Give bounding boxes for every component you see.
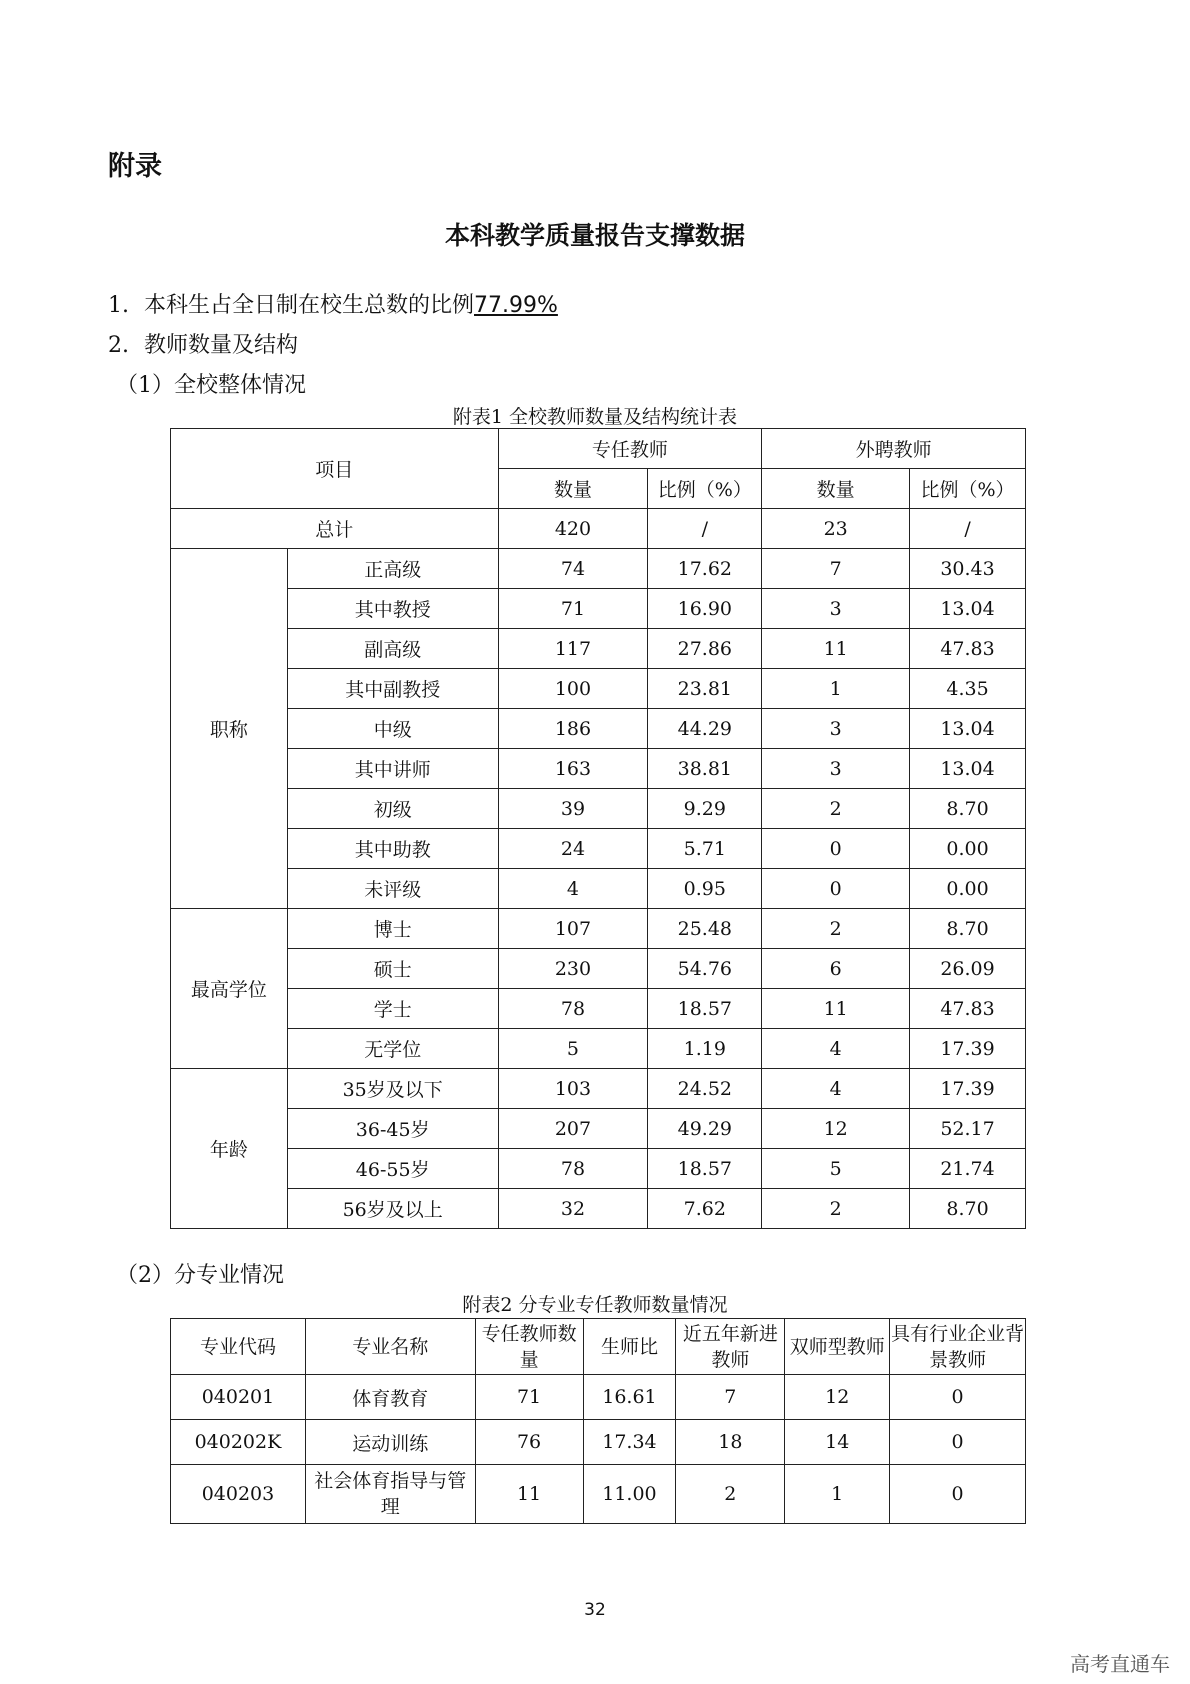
group-label: 年龄 bbox=[171, 1069, 288, 1229]
table-header-row bbox=[171, 429, 1026, 469]
table-row bbox=[171, 949, 1026, 989]
table-row bbox=[171, 869, 1026, 909]
group-label: 最高学位 bbox=[171, 909, 288, 1069]
header-fulltime: 专任教师 bbox=[498, 429, 762, 469]
cell: 17.39 bbox=[910, 1029, 1026, 1069]
table-row bbox=[171, 1375, 1026, 1420]
cell: 54.76 bbox=[648, 949, 762, 989]
watermark: 高考直通车 bbox=[1070, 1652, 1170, 1676]
cell: 3 bbox=[762, 589, 910, 629]
page-number: 32 bbox=[584, 1600, 606, 1620]
cell: 11 bbox=[762, 629, 910, 669]
cell: 1 bbox=[785, 1465, 890, 1524]
row-label: 其中副教授 bbox=[287, 669, 498, 709]
header-industry-background: 具有行业企业背景教师 bbox=[890, 1319, 1026, 1375]
cell: 24 bbox=[498, 829, 648, 869]
cell: 040202K bbox=[171, 1420, 306, 1465]
cell: 13.04 bbox=[910, 709, 1026, 749]
cell: 107 bbox=[498, 909, 648, 949]
cell: 52.17 bbox=[910, 1109, 1026, 1149]
header-count: 数量 bbox=[498, 469, 648, 509]
list-item-undergrad-ratio bbox=[108, 288, 558, 319]
list-item-teacher-structure bbox=[108, 328, 298, 359]
row-label: 副高级 bbox=[287, 629, 498, 669]
table-row bbox=[171, 1420, 1026, 1465]
row-label: 其中教授 bbox=[287, 589, 498, 629]
cell: 7.62 bbox=[648, 1189, 762, 1229]
table-row bbox=[171, 709, 1026, 749]
cell: 0 bbox=[762, 829, 910, 869]
cell: 27.86 bbox=[648, 629, 762, 669]
section-heading-by-major: （2）分专业情况 bbox=[116, 1263, 284, 1288]
list-text: 本科生占全日制在校生总数的比例 bbox=[144, 293, 475, 318]
row-label: 学士 bbox=[287, 989, 498, 1029]
cell: 17.62 bbox=[648, 549, 762, 589]
cell: 17.39 bbox=[910, 1069, 1026, 1109]
row-label: 初级 bbox=[287, 789, 498, 829]
row-label: 硕士 bbox=[287, 949, 498, 989]
table-row bbox=[171, 1189, 1026, 1229]
header-count: 数量 bbox=[762, 469, 910, 509]
table-row bbox=[171, 829, 1026, 869]
header-major-name: 专业名称 bbox=[305, 1319, 475, 1375]
cell: 420 bbox=[498, 509, 648, 549]
cell: 0 bbox=[762, 869, 910, 909]
cell: 0 bbox=[890, 1420, 1026, 1465]
cell: 8.70 bbox=[910, 909, 1026, 949]
cell: 12 bbox=[785, 1375, 890, 1420]
cell: / bbox=[910, 509, 1026, 549]
row-label: 正高级 bbox=[287, 549, 498, 589]
table-row bbox=[171, 1149, 1026, 1189]
cell: 4 bbox=[762, 1069, 910, 1109]
row-label: 56岁及以上 bbox=[287, 1189, 498, 1229]
table-header-row bbox=[171, 1319, 1026, 1375]
cell: 7 bbox=[676, 1375, 785, 1420]
row-label: 46-55岁 bbox=[287, 1149, 498, 1189]
cell: 49.29 bbox=[648, 1109, 762, 1149]
table-row-total bbox=[171, 509, 1026, 549]
row-label: 无学位 bbox=[287, 1029, 498, 1069]
cell: 3 bbox=[762, 749, 910, 789]
cell: 47.83 bbox=[910, 989, 1026, 1029]
section-heading-whole-school: （1）全校整体情况 bbox=[116, 373, 306, 398]
row-label: 博士 bbox=[287, 909, 498, 949]
cell: 11.00 bbox=[583, 1465, 676, 1524]
cell: 13.04 bbox=[910, 589, 1026, 629]
cell: 163 bbox=[498, 749, 648, 789]
table-row bbox=[171, 669, 1026, 709]
cell: 0.00 bbox=[910, 869, 1026, 909]
cell: 207 bbox=[498, 1109, 648, 1149]
cell: 运动训练 bbox=[305, 1420, 475, 1465]
cell: 100 bbox=[498, 669, 648, 709]
cell: 12 bbox=[762, 1109, 910, 1149]
row-label: 其中助教 bbox=[287, 829, 498, 869]
cell: 11 bbox=[475, 1465, 583, 1524]
header-dual-qualified: 双师型教师 bbox=[785, 1319, 890, 1375]
cell: 39 bbox=[498, 789, 648, 829]
appendix-heading: 附录 bbox=[108, 151, 162, 182]
cell: 0 bbox=[890, 1465, 1026, 1524]
major-teacher-table bbox=[170, 1318, 1026, 1524]
cell: 2 bbox=[762, 909, 910, 949]
cell: 040201 bbox=[171, 1375, 306, 1420]
cell: 32 bbox=[498, 1189, 648, 1229]
cell: 2 bbox=[676, 1465, 785, 1524]
table-row bbox=[171, 629, 1026, 669]
row-label: 其中讲师 bbox=[287, 749, 498, 789]
cell: 2 bbox=[762, 1189, 910, 1229]
cell: 社会体育指导与管理 bbox=[305, 1465, 475, 1524]
cell: 76 bbox=[475, 1420, 583, 1465]
cell: 186 bbox=[498, 709, 648, 749]
cell: 71 bbox=[498, 589, 648, 629]
table-row bbox=[171, 749, 1026, 789]
cell: 17.34 bbox=[583, 1420, 676, 1465]
cell: 78 bbox=[498, 989, 648, 1029]
cell: 7 bbox=[762, 549, 910, 589]
cell: 0.00 bbox=[910, 829, 1026, 869]
cell: 3 bbox=[762, 709, 910, 749]
cell: 体育教育 bbox=[305, 1375, 475, 1420]
ratio-value: 77.99% bbox=[474, 293, 558, 318]
cell: 2 bbox=[762, 789, 910, 829]
cell: 47.83 bbox=[910, 629, 1026, 669]
cell: 44.29 bbox=[648, 709, 762, 749]
header-item: 项目 bbox=[171, 429, 499, 509]
table1-caption: 附表1 全校教师数量及结构统计表 bbox=[452, 406, 738, 428]
cell: 5.71 bbox=[648, 829, 762, 869]
cell: 23 bbox=[762, 509, 910, 549]
header-student-teacher-ratio: 生师比 bbox=[583, 1319, 676, 1375]
table-row bbox=[171, 589, 1026, 629]
cell: 5 bbox=[762, 1149, 910, 1189]
cell: 25.48 bbox=[648, 909, 762, 949]
cell: 16.61 bbox=[583, 1375, 676, 1420]
cell: 78 bbox=[498, 1149, 648, 1189]
table-row bbox=[171, 989, 1026, 1029]
cell: 117 bbox=[498, 629, 648, 669]
header-ratio: 比例（%） bbox=[648, 469, 762, 509]
cell: 1.19 bbox=[648, 1029, 762, 1069]
cell: 1 bbox=[762, 669, 910, 709]
cell: 8.70 bbox=[910, 789, 1026, 829]
cell: 18.57 bbox=[648, 1149, 762, 1189]
table-row bbox=[171, 1029, 1026, 1069]
report-title: 本科教学质量报告支撑数据 bbox=[444, 221, 745, 250]
cell: 8.70 bbox=[910, 1189, 1026, 1229]
cell: 21.74 bbox=[910, 1149, 1026, 1189]
cell: 24.52 bbox=[648, 1069, 762, 1109]
cell: 71 bbox=[475, 1375, 583, 1420]
row-label: 总计 bbox=[171, 509, 499, 549]
cell: 0 bbox=[890, 1375, 1026, 1420]
cell: 18.57 bbox=[648, 989, 762, 1029]
list-number: 1. bbox=[108, 293, 129, 318]
row-label: 中级 bbox=[287, 709, 498, 749]
list-number: 2. bbox=[108, 333, 129, 358]
table-row bbox=[171, 1109, 1026, 1149]
row-label: 35岁及以下 bbox=[287, 1069, 498, 1109]
cell: 23.81 bbox=[648, 669, 762, 709]
cell: 74 bbox=[498, 549, 648, 589]
cell: 16.90 bbox=[648, 589, 762, 629]
cell: 4 bbox=[762, 1029, 910, 1069]
table-row bbox=[171, 1069, 1026, 1109]
cell: 5 bbox=[498, 1029, 648, 1069]
table-row bbox=[171, 1465, 1026, 1524]
cell: 040203 bbox=[171, 1465, 306, 1524]
cell: 6 bbox=[762, 949, 910, 989]
table-row bbox=[171, 789, 1026, 829]
cell: 4.35 bbox=[910, 669, 1026, 709]
cell: 103 bbox=[498, 1069, 648, 1109]
cell: 30.43 bbox=[910, 549, 1026, 589]
row-label: 未评级 bbox=[287, 869, 498, 909]
teacher-structure-table bbox=[170, 428, 1026, 1229]
cell: 9.29 bbox=[648, 789, 762, 829]
list-text: 教师数量及结构 bbox=[144, 333, 299, 358]
cell: 4 bbox=[498, 869, 648, 909]
header-major-code: 专业代码 bbox=[171, 1319, 306, 1375]
header-ratio: 比例（%） bbox=[910, 469, 1026, 509]
header-new-teachers: 近五年新进教师 bbox=[676, 1319, 785, 1375]
row-label: 36-45岁 bbox=[287, 1109, 498, 1149]
cell: 230 bbox=[498, 949, 648, 989]
cell: 38.81 bbox=[648, 749, 762, 789]
table2-caption: 附表2 分专业专任教师数量情况 bbox=[462, 1294, 728, 1316]
cell: 14 bbox=[785, 1420, 890, 1465]
table-row bbox=[171, 909, 1026, 949]
cell: 11 bbox=[762, 989, 910, 1029]
cell: 13.04 bbox=[910, 749, 1026, 789]
cell: 0.95 bbox=[648, 869, 762, 909]
header-fulltime-count: 专任教师数量 bbox=[475, 1319, 583, 1375]
cell: 26.09 bbox=[910, 949, 1026, 989]
cell: / bbox=[648, 509, 762, 549]
cell: 18 bbox=[676, 1420, 785, 1465]
table-row bbox=[171, 549, 1026, 589]
header-external: 外聘教师 bbox=[762, 429, 1026, 469]
group-label: 职称 bbox=[171, 549, 288, 909]
